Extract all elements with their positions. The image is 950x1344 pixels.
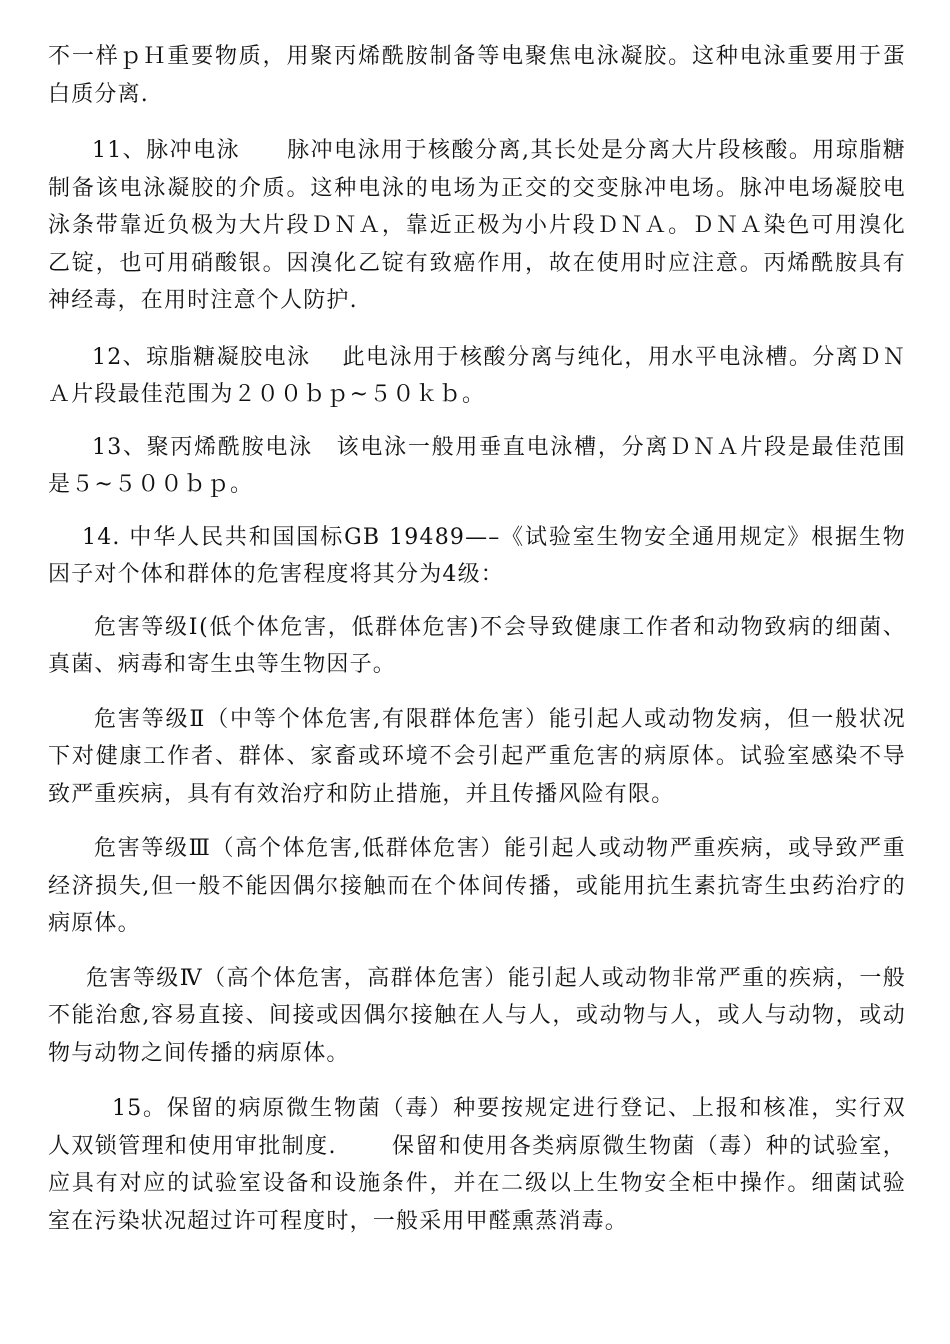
paragraph-hazard-level-4: 危害等级Ⅳ（高个体危害，高群体危害）能引起人或动物非常严重的疾病，一般不能治愈,容易直接、间接或因偶尔接触在人与人，或动物与人，或人与动物，或动物与动物之间传播的病原体。 xyxy=(48,965,906,1066)
paragraph-hazard-level-1: 危害等级Ⅰ(低个体危害，低群体危害)不会导致健康工作者和动物致病的细菌、真菌、病毒和寄生虫等生物因子。 xyxy=(48,614,906,677)
paragraph-hazard-level-2: 危害等级Ⅱ（中等个体危害,有限群体危害）能引起人或动物发病，但一般状况下对健康工作者、群体、家畜或环境不会引起严重危害的病原体。试验室感染不导致严重疾病，具有有效治疗和防止措施，并且传播风险有限。 xyxy=(48,706,906,807)
paragraph-isoelectric-focusing-end: 不一样ｐＨ重要物质，用聚丙烯酰胺制备等电聚焦电泳凝胶。这种电泳重要用于蛋白质分离. xyxy=(48,44,906,107)
paragraph-pulse-electrophoresis: 11、脉冲电泳 脉冲电泳用于核酸分离,其长处是分离大片段核酸。用琼脂糖制备该电泳凝胶的介质。这种电泳的电场为正交的交变脉冲电场。脉冲电场凝胶电泳条带靠近负极为大片段ＤＮＡ，靠近正极为小片段ＤＮＡ。ＤＮＡ染色可用溴化乙锭，也可用硝酸银。因溴化乙锭有致癌作用，故在使用时应注意。丙烯酰胺具有神经毒，在用时注意个人防护. xyxy=(48,138,906,313)
paragraph-agarose-gel-electrophoresis: 12、琼脂糖凝胶电泳 此电泳用于核酸分离与纯化，用水平电泳槽。分离ＤＮＡ片段最佳范围为２００ｂｐ~５０ｋｂ。 xyxy=(48,344,906,407)
paragraph-polyacrylamide-electrophoresis: 13、聚丙烯酰胺电泳 该电泳一般用垂直电泳槽，分离ＤＮＡ片段是最佳范围是５~５００ｂｐ。 xyxy=(48,434,906,497)
paragraph-hazard-level-3: 危害等级Ⅲ（高个体危害,低群体危害）能引起人或动物严重疾病，或导致严重经济损失,但一般不能因偶尔接触而在个体间传播，或能用抗生素抗寄生虫药治疗的病原体。 xyxy=(48,836,906,936)
paragraph-biosafety-standard: 14. 中华人民共和国国标GB 19489—–《试验室生物安全通用规定》根据生物因子对个体和群体的危害程度将其分为4级： xyxy=(48,524,906,587)
paragraph-pathogen-strain-storage: 15。保留的病原微生物菌（毒）种要按规定进行登记、上报和核准，实行双人双锁管理和使用审批制度. 保留和使用各类病原微生物菌（毒）种的试验室，应具有对应的试验室设备和设施条件，并在二级以上生物安全柜中操作。细菌试验室在污染状况超过许可程度时，一般采用甲醛熏蒸消毒。 xyxy=(48,1096,906,1234)
document-page xyxy=(48,38,906,1240)
